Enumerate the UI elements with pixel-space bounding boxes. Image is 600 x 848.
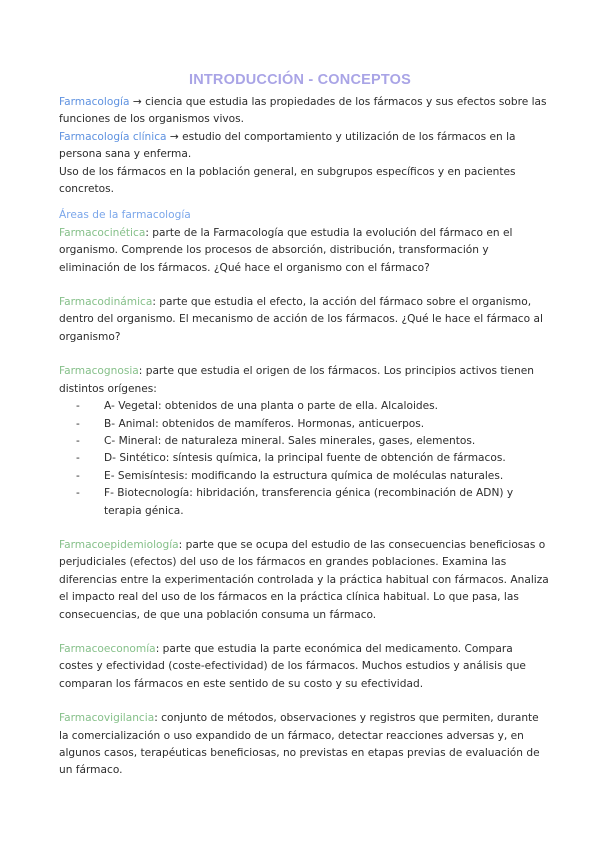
list-item: - D- Sintético: síntesis química, la principal fuente de obtención de fármacos. — [76, 450, 549, 467]
section-heading-areas: Áreas de la farmacología — [59, 209, 191, 222]
term-farmacocinetica: Farmacocinética — [59, 226, 146, 239]
term-farmacovigilancia: Farmacovigilancia — [59, 712, 155, 725]
term-farmacologia-clinica: Farmacología clínica — [59, 130, 167, 143]
definition-farmacologia-clinica: Farmacología clínica → estudio del comportamiento y utilización de los fármacos en la persona sana y enferma. — [59, 130, 516, 161]
list-item: - E- Semisíntesis: modificando la estructura química de moléculas naturales. — [76, 468, 549, 485]
page-title: INTRODUCCIÓN - CONCEPTOS — [188, 72, 412, 88]
term-farmacodinamica: Farmacodinámica — [59, 296, 153, 309]
paragraph-farmacodinamica: Farmacodinámica: parte que estudia el efecto, la acción del fármaco sobre el organismo, dentro del organismo. El mecanismo de acción de los fármacos. ¿Qué le hace el fármaco al organismo? — [59, 296, 543, 343]
paragraph-farmacocinetica: Farmacocinética: parte de la Farmacología que estudia la evolución del fármaco en el organismo. Comprende los procesos de absorción, distribución, transformación y eliminación de los fármacos. ¿Qué hace el organismo con el fármaco? — [59, 226, 513, 274]
paragraph-farmacoeconomia: Farmacoeconomía: parte que estudia la parte económica del medicamento. Compara costes y efectividad (coste-efectividad) de los fármacos. Muchos estudios y análisis que comparan los fármacos en este sentido de su costo y su efectividad. — [59, 642, 526, 690]
term-farmacognosia: Farmacognosia — [59, 365, 139, 378]
definition-farmacologia: Farmacología → ciencia que estudia las propiedades de los fármacos y sus efectos sobre las funciones de los organismos vivos. — [59, 96, 547, 126]
paragraph-farmacoepidemiologia: Farmacoepidemiología: parte que se ocupa del estudio de las consecuencias beneficiosas o perjudiciales (efectos) del uso de los fármacos en grandes poblaciones. Examina las diferencias entre la experimentación controlada y la práctica habitual con fármacos. Analiza el impacto real del uso de los fármacos en la práctica clínica habitual. Lo que pasa, las consecuencias, de que una población consuma un fármaco. — [59, 538, 549, 621]
intro-note: Uso de los fármacos en la población general, en subgrupos específicos y en pacientes concretos. — [59, 165, 516, 196]
paragraph-farmacovigilancia: Farmacovigilancia: conjunto de métodos, observaciones y registros que permiten, durante la comercialización o uso expandido de un fármaco, detectar reacciones adversas y, en algunos casos, terapéuticas beneficiosas, no previstas en etapas previas de evaluación de un fármaco. — [59, 712, 540, 777]
term-farmacoeconomia: Farmacoeconomía — [59, 642, 156, 655]
paragraph-farmacognosia: Farmacognosia: parte que estudia el origen de los fármacos. Los principios activos tienen distintos orígenes: — [59, 365, 534, 395]
term-farmacoepidemiologia: Farmacoepidemiología — [59, 538, 179, 551]
list-item: - B- Animal: obtenidos de mamíferos. Hormonas, anticuerpos. — [76, 416, 549, 433]
term-farmacologia: Farmacología — [59, 96, 130, 108]
origins-list — [59, 398, 549, 520]
list-item: - C- Mineral: de naturaleza mineral. Sales minerales, gases, elementos. — [76, 433, 549, 450]
list-item: - F- Biotecnología: hibridación, transferencia génica (recombinación de ADN) y terapia génica. — [76, 485, 549, 520]
document-content — [59, 94, 549, 780]
list-item: - A- Vegetal: obtenidos de una planta o parte de ella. Alcaloides. — [76, 398, 549, 415]
